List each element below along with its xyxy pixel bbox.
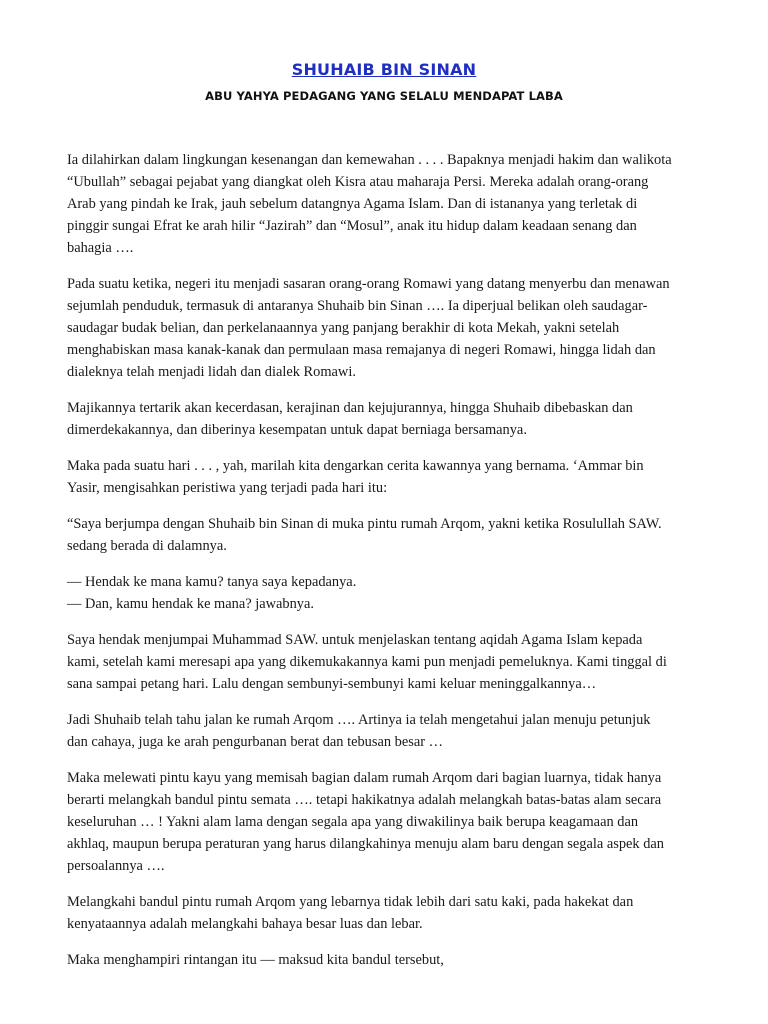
paragraph: “Saya berjumpa dengan Shuhaib bin Sinan di muka pintu rumah Arqom, yakni ketika Rosulullah SAW. sedang berada di dalamnya. xyxy=(67,516,662,554)
paragraph: Ia dilahirkan dalam lingkungan kesenangan dan kemewahan . . . . Bapaknya menjadi hakim dan walikota “Ubullah” sebagai pejabat yang diangkat oleh Kisra atau maharaja Persi. Mereka adalah orang-orang Arab yang pindah ke Irak, jauh sebelum datangnya Agama Islam. Dan di istananya yang terletak di pinggir sungai Efrat ke arah hilir “Jazirah” dan “Mosul”, anak itu hidup dalam keadaan senang dan bahagia …. xyxy=(67,152,672,256)
dialog-line: — Hendak ke mana kamu? tanya saya kepadanya. xyxy=(67,574,357,590)
paragraph: Saya hendak menjumpai Muhammad SAW. untuk menjelaskan tentang aqidah Agama Islam kepada kami, setelah kami meresapi apa yang dikemukakannya kami pun menjadi pemeluknya. Kami tinggal di sana sampai petang hari. Lalu dengan sembunyi-sembunyi kami keluar meninggalkannya… xyxy=(67,632,667,692)
page-title: SHUHAIB BIN SINAN xyxy=(291,60,477,79)
paragraph: Majikannya tertarik akan kecerdasan, kerajinan dan kejujurannya, hingga Shuhaib dibebaskan dan dimerdekakannya, dan diberinya kesempatan untuk dapat berniaga bersamanya. xyxy=(67,400,633,438)
document-body xyxy=(67,149,707,985)
paragraph: Pada suatu ketika, negeri itu menjadi sasaran orang-orang Romawi yang datang menyerbu dan menawan sejumlah penduduk, termasuk di antaranya Shuhaib bin Sinan …. Ia diperjual belikan oleh saudagar- saudagar budak belian, dan perkelanaannya yang panjang berakhir di kota Mekah, yakni setelah menghabiskan masa kanak-kanak dan permulaan masa remajanya di negeri Romawi, hingga lidah dan dialeknya telah menjadi lidah dan dialek Romawi. xyxy=(67,276,670,380)
page-subtitle: ABU YAHYA PEDAGANG YANG SELALU MENDAPAT LABA xyxy=(205,89,563,103)
dialog-block xyxy=(67,571,707,615)
paragraph: Maka melewati pintu kayu yang memisah bagian dalam rumah Arqom dari bagian luarnya, tidak hanya berarti melangkah bandul pintu semata …. tetapi hakikatnya adalah melangkah batas-batas alam secara keseluruhan … ! Yakni alam lama dengan segala apa yang diwakilinya baik berupa keagamaan dan akhlaq, maupun berupa peraturan yang harus dilangkahinya menuju alam baru dengan segala aspek dan persoalannya …. xyxy=(67,770,664,874)
paragraph: Maka pada suatu hari . . . , yah, marilah kita dengarkan cerita kawannya yang bernama. ‘Ammar bin Yasir, mengisahkan peristiwa yang terjadi pada hari itu: xyxy=(67,458,644,496)
paragraph: Jadi Shuhaib telah tahu jalan ke rumah Arqom …. Artinya ia telah mengetahui jalan menuju petunjuk dan cahaya, juga ke arah pengurbanan berat dan tebusan besar … xyxy=(67,712,651,750)
dialog-line: — Dan, kamu hendak ke mana? jawabnya. xyxy=(67,596,314,612)
paragraph: Maka menghampiri rintangan itu — maksud kita bandul tersebut, xyxy=(67,952,444,968)
paragraph: Melangkahi bandul pintu rumah Arqom yang lebarnya tidak lebih dari satu kaki, pada hakekat dan kenyataannya adalah melangkahi bahaya besar luas dan lebar. xyxy=(67,894,634,932)
